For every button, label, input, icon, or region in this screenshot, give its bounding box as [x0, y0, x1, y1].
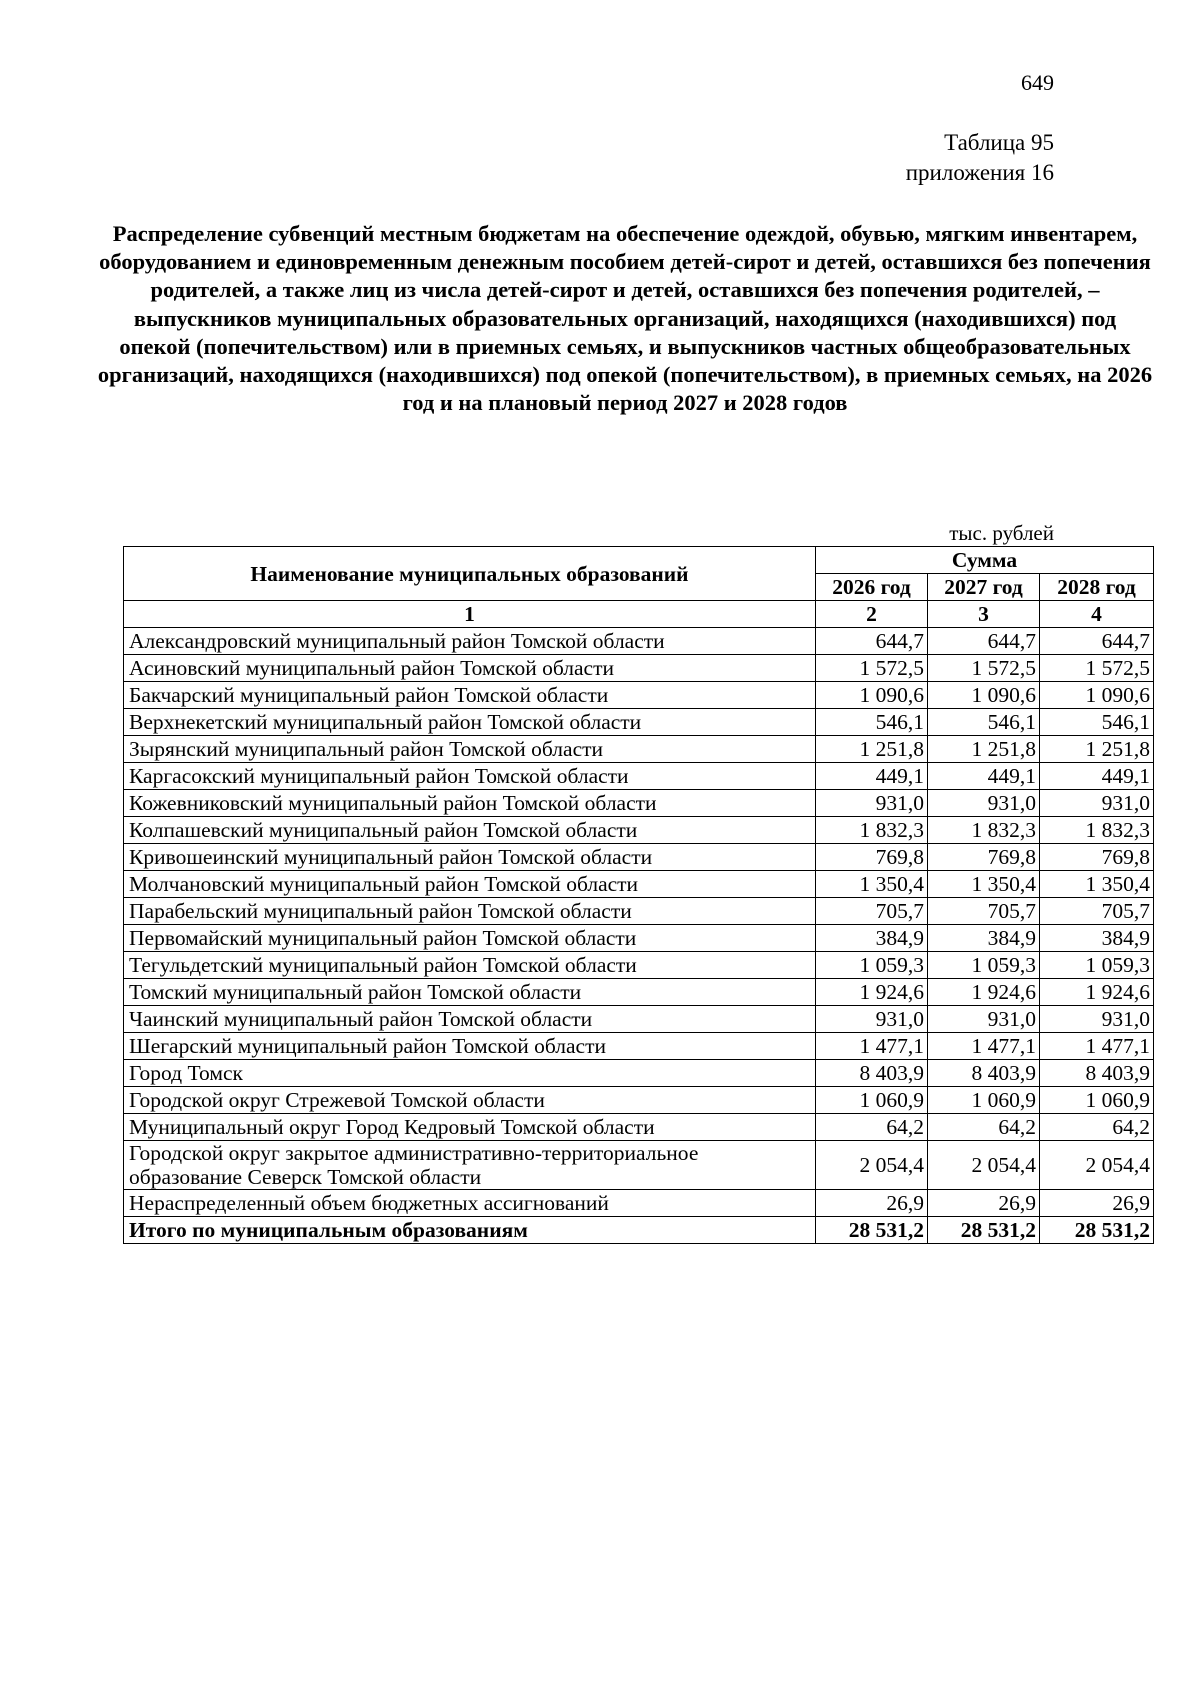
municipality-name: Тегульдетский муниципальный район Томской области	[124, 952, 816, 979]
table-row	[124, 1114, 1154, 1141]
amount-2026: 1 924,6	[816, 979, 928, 1006]
column-index-row	[124, 601, 1154, 628]
table-row	[124, 952, 1154, 979]
amount-2027: 1 059,3	[928, 952, 1040, 979]
municipality-name: Муниципальный округ Город Кедровый Томской области	[124, 1114, 816, 1141]
table-row	[124, 844, 1154, 871]
table-label-number: Таблица 95	[944, 130, 1054, 155]
amount-2028: 1 251,8	[1040, 736, 1154, 763]
amount-2028: 1 832,3	[1040, 817, 1154, 844]
amount-2028: 2 054,4	[1040, 1141, 1154, 1190]
amount-2026: 769,8	[816, 844, 928, 871]
amount-2026: 1 090,6	[816, 682, 928, 709]
amount-2028: 931,0	[1040, 1006, 1154, 1033]
subvention-table	[123, 546, 1154, 1244]
amount-2027: 705,7	[928, 898, 1040, 925]
amount-2027: 769,8	[928, 844, 1040, 871]
amount-2026: 28 531,2	[816, 1217, 928, 1244]
municipality-name: Городской округ закрытое административно-территориальное образование Северск Томской области	[124, 1141, 816, 1190]
municipality-name: Верхнекетский муниципальный район Томской области	[124, 709, 816, 736]
amount-2026: 1 572,5	[816, 655, 928, 682]
table-row	[124, 682, 1154, 709]
amount-2028: 644,7	[1040, 628, 1154, 655]
amount-2028: 1 572,5	[1040, 655, 1154, 682]
amount-2028: 1 060,9	[1040, 1087, 1154, 1114]
amount-2026: 2 054,4	[816, 1141, 928, 1190]
amount-2027: 931,0	[928, 790, 1040, 817]
amount-2026: 1 832,3	[816, 817, 928, 844]
table-row	[124, 1087, 1154, 1114]
amount-2027: 931,0	[928, 1006, 1040, 1033]
amount-2027: 1 060,9	[928, 1087, 1040, 1114]
amount-2027: 1 832,3	[928, 817, 1040, 844]
table-row	[124, 979, 1154, 1006]
municipality-name: Зырянский муниципальный район Томской области	[124, 736, 816, 763]
amount-2028: 1 350,4	[1040, 871, 1154, 898]
amount-2028: 8 403,9	[1040, 1060, 1154, 1087]
amount-2026: 26,9	[816, 1190, 928, 1217]
table-row	[124, 790, 1154, 817]
column-index: 2	[816, 601, 928, 628]
municipality-name: Колпашевский муниципальный район Томской области	[124, 817, 816, 844]
amount-2027: 1 090,6	[928, 682, 1040, 709]
table-row	[124, 1141, 1154, 1190]
column-index: 3	[928, 601, 1040, 628]
table-label-appendix: приложения 16	[905, 160, 1054, 185]
amount-2027: 1 924,6	[928, 979, 1040, 1006]
amount-2028: 705,7	[1040, 898, 1154, 925]
amount-2026: 8 403,9	[816, 1060, 928, 1087]
table-row	[124, 925, 1154, 952]
page-number: 649	[1021, 70, 1054, 95]
municipality-name: Первомайский муниципальный район Томской области	[124, 925, 816, 952]
table-row	[124, 709, 1154, 736]
amount-2028: 1 477,1	[1040, 1033, 1154, 1060]
municipality-name: Парабельский муниципальный район Томской области	[124, 898, 816, 925]
units-label: тыс. рублей	[949, 521, 1054, 545]
header-name: Наименование муниципальных образований	[124, 547, 816, 601]
column-index: 1	[124, 601, 816, 628]
table-label	[906, 128, 1054, 188]
amount-2027: 384,9	[928, 925, 1040, 952]
amount-2027: 8 403,9	[928, 1060, 1040, 1087]
amount-2026: 931,0	[816, 790, 928, 817]
amount-2028: 1 090,6	[1040, 682, 1154, 709]
municipality-name: Александровский муниципальный район Томской области	[124, 628, 816, 655]
total-row	[124, 1217, 1154, 1244]
header-year-2027: 2027 год	[928, 574, 1040, 601]
amount-2027: 546,1	[928, 709, 1040, 736]
amount-2027: 64,2	[928, 1114, 1040, 1141]
amount-2028: 28 531,2	[1040, 1217, 1154, 1244]
amount-2026: 1 477,1	[816, 1033, 928, 1060]
amount-2026: 1 251,8	[816, 736, 928, 763]
municipality-name: Бакчарский муниципальный район Томской области	[124, 682, 816, 709]
document-title: Распределение субвенций местным бюджетам на обеспечение одеждой, обувью, мягким инвентарем, оборудованием и единовременным денежным пособием детей-сирот и детей, оставшихся без попечения родителей, а также лиц из числа детей-сирот и детей, оставшихся без попечения родителей, – выпускников муниципальных образовательных организаций, находящихся (находившихся) под опекой (попечительством) или в приемных семьях, и выпускников частных общеобразовательных организаций, находящихся (находившихся) под опекой (попечительством), в приемных семьях, на 2026 год и на плановый период 2027 и 2028 годов	[97, 221, 1153, 416]
municipality-name: Город Томск	[124, 1060, 816, 1087]
amount-2027: 2 054,4	[928, 1141, 1040, 1190]
amount-2027: 449,1	[928, 763, 1040, 790]
table-row	[124, 1060, 1154, 1087]
amount-2026: 1 060,9	[816, 1087, 928, 1114]
amount-2028: 1 924,6	[1040, 979, 1154, 1006]
amount-2026: 546,1	[816, 709, 928, 736]
table-row	[124, 1190, 1154, 1217]
amount-2026: 931,0	[816, 1006, 928, 1033]
amount-2028: 546,1	[1040, 709, 1154, 736]
amount-2028: 769,8	[1040, 844, 1154, 871]
header-row-top	[124, 547, 1154, 574]
amount-2028: 1 059,3	[1040, 952, 1154, 979]
amount-2026: 1 059,3	[816, 952, 928, 979]
amount-2026: 449,1	[816, 763, 928, 790]
amount-2027: 1 572,5	[928, 655, 1040, 682]
municipality-name: Кожевниковский муниципальный район Томской области	[124, 790, 816, 817]
municipality-name: Городской округ Стрежевой Томской области	[124, 1087, 816, 1114]
amount-2028: 26,9	[1040, 1190, 1154, 1217]
amount-2027: 26,9	[928, 1190, 1040, 1217]
table-body	[124, 601, 1154, 1244]
municipality-name: Чаинский муниципальный район Томской области	[124, 1006, 816, 1033]
header-year-2026: 2026 год	[816, 574, 928, 601]
header-year-2028: 2028 год	[1040, 574, 1154, 601]
amount-2028: 449,1	[1040, 763, 1154, 790]
municipality-name: Молчановский муниципальный район Томской области	[124, 871, 816, 898]
table-row	[124, 1033, 1154, 1060]
municipality-name: Нераспределенный объем бюджетных ассигнований	[124, 1190, 816, 1217]
table-row	[124, 763, 1154, 790]
amount-2028: 931,0	[1040, 790, 1154, 817]
table-row	[124, 898, 1154, 925]
amount-2026: 384,9	[816, 925, 928, 952]
table-row	[124, 817, 1154, 844]
total-label: Итого по муниципальным образованиям	[124, 1217, 816, 1244]
municipality-name: Томский муниципальный район Томской области	[124, 979, 816, 1006]
column-index: 4	[1040, 601, 1154, 628]
amount-2026: 644,7	[816, 628, 928, 655]
table-row	[124, 871, 1154, 898]
table-row	[124, 655, 1154, 682]
amount-2028: 384,9	[1040, 925, 1154, 952]
amount-2026: 1 350,4	[816, 871, 928, 898]
table-row	[124, 736, 1154, 763]
amount-2027: 28 531,2	[928, 1217, 1040, 1244]
amount-2026: 705,7	[816, 898, 928, 925]
table-row	[124, 1006, 1154, 1033]
amount-2027: 644,7	[928, 628, 1040, 655]
amount-2027: 1 251,8	[928, 736, 1040, 763]
header-sum: Сумма	[816, 547, 1154, 574]
municipality-name: Асиновский муниципальный район Томской области	[124, 655, 816, 682]
amount-2028: 64,2	[1040, 1114, 1154, 1141]
municipality-name: Шегарский муниципальный район Томской области	[124, 1033, 816, 1060]
municipality-name: Кривошеинский муниципальный район Томской области	[124, 844, 816, 871]
table-row	[124, 628, 1154, 655]
amount-2027: 1 350,4	[928, 871, 1040, 898]
amount-2027: 1 477,1	[928, 1033, 1040, 1060]
amount-2026: 64,2	[816, 1114, 928, 1141]
municipality-name: Каргасокский муниципальный район Томской области	[124, 763, 816, 790]
